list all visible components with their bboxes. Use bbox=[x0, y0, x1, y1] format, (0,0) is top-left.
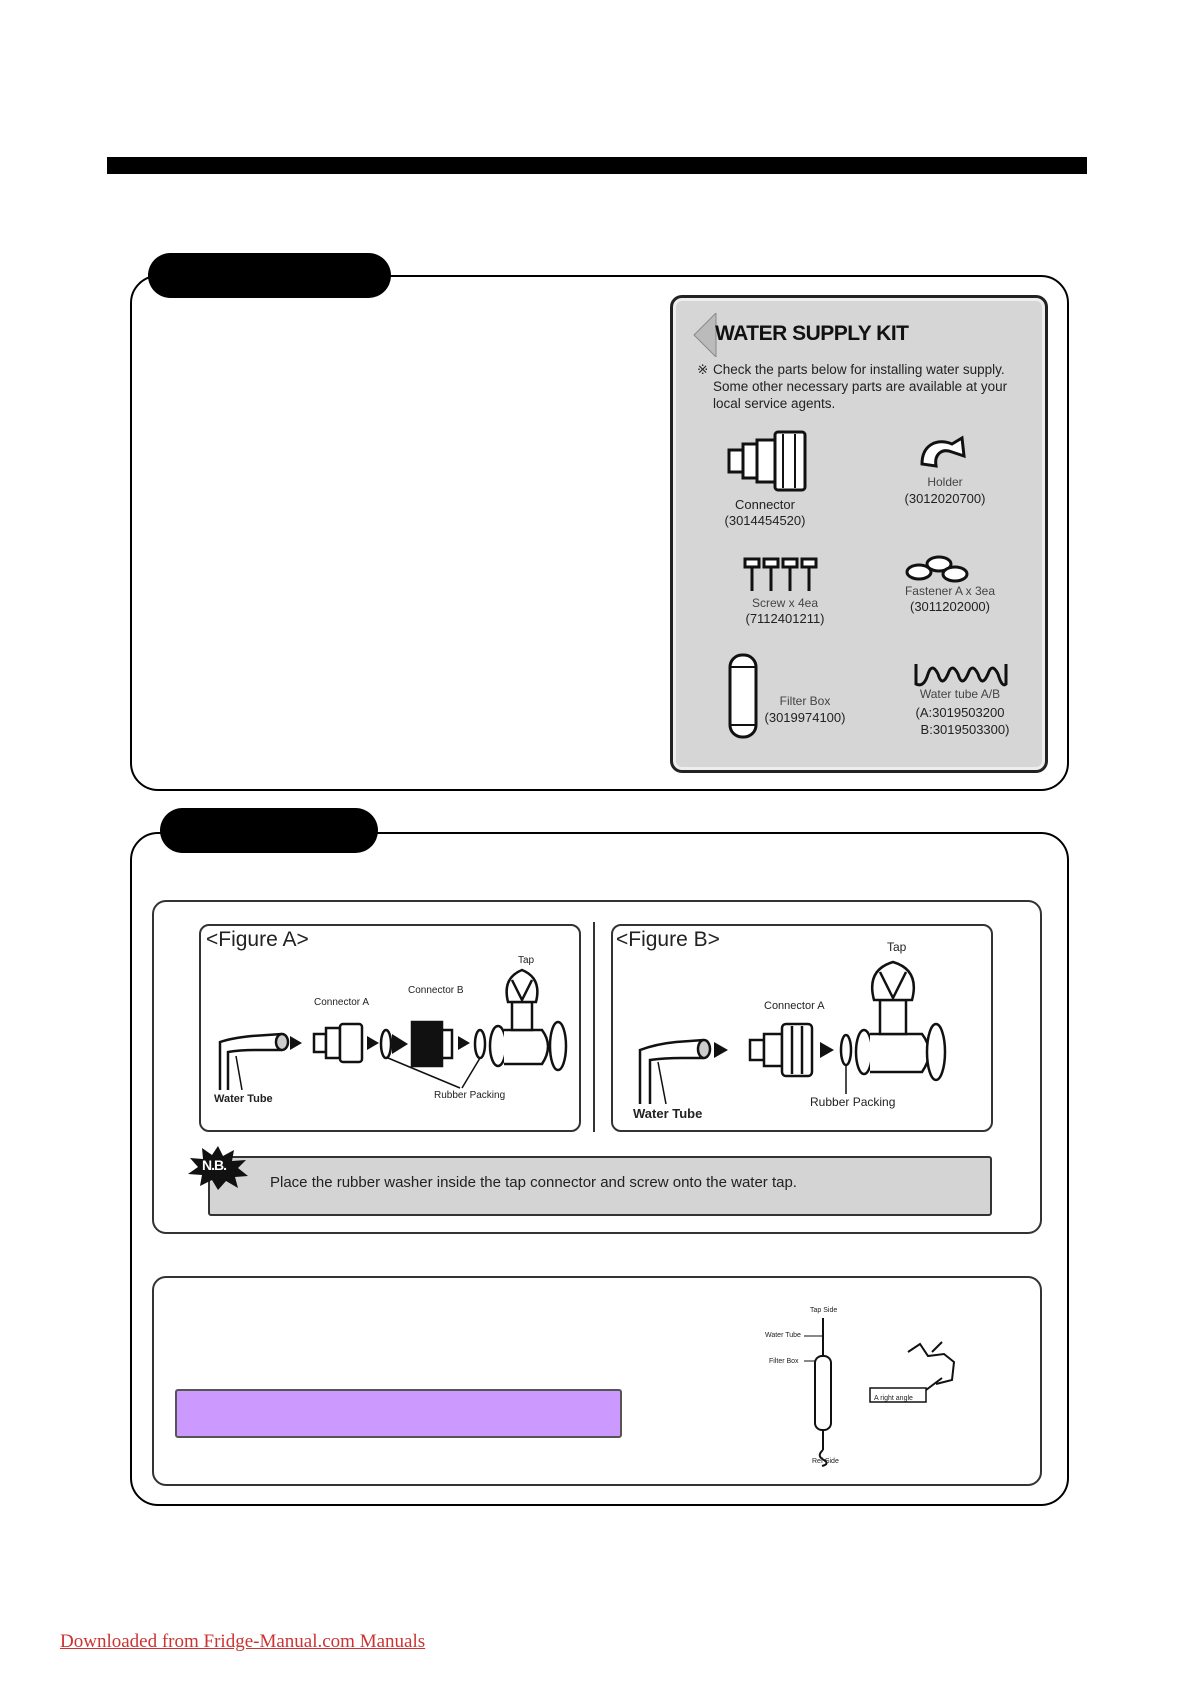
figure-b-tap-label: Tap bbox=[887, 940, 907, 954]
figure-a-water-tube-label: Water Tube bbox=[214, 1093, 273, 1105]
kit-note bbox=[713, 361, 1033, 412]
filter-box-side-label: Filter Box bbox=[769, 1358, 799, 1365]
kit-note-symbol: ※ bbox=[697, 362, 709, 377]
figure-b-diagram bbox=[632, 958, 982, 1104]
kit-note-line: Some other necessary parts are available at your bbox=[713, 379, 1008, 394]
figure-a-rubber-packing-label: Rubber Packing bbox=[434, 1090, 506, 1101]
figure-b-rubber-packing-label: Rubber Packing bbox=[810, 1095, 896, 1109]
ref-side-label: Ref Side bbox=[812, 1458, 839, 1465]
filter-box-code: (3019974100) bbox=[764, 710, 846, 725]
tap-side-label: Tap Side bbox=[810, 1307, 838, 1314]
kit-note-line: Check the parts below for installing water supply. bbox=[713, 362, 1005, 377]
filter-box-label: Filter Box bbox=[779, 694, 831, 708]
nb-badge: N.B. bbox=[202, 1157, 226, 1173]
screw-code: (7112401211) bbox=[745, 611, 825, 626]
right-angle-label: A right angle bbox=[874, 1395, 913, 1402]
kit-note-line: local service agents. bbox=[713, 396, 836, 411]
highlight-bar bbox=[175, 1389, 622, 1438]
figure-a-tap-label: Tap bbox=[518, 955, 535, 966]
connector-icon bbox=[725, 430, 813, 494]
kit-title: WATER SUPPLY KIT bbox=[715, 322, 909, 345]
figure-b-water-tube-label: Water Tube bbox=[633, 1106, 703, 1121]
fastener-label: Fastener A x 3ea bbox=[904, 584, 996, 598]
figure-a-diagram bbox=[212, 960, 570, 1090]
water-tube-code-a: (A:3019503200 bbox=[915, 705, 1005, 720]
screw-icon bbox=[743, 557, 819, 593]
nb-text: Place the rubber washer inside the tap connector and screw onto the water tap. bbox=[270, 1174, 797, 1191]
figure-divider bbox=[593, 922, 595, 1132]
footer-download-link[interactable]: Downloaded from Fridge-Manual.com Manuals bbox=[60, 1631, 426, 1652]
screw-label: Screw x 4ea bbox=[751, 596, 819, 610]
section-parts-tab bbox=[148, 253, 391, 298]
holder-icon bbox=[918, 434, 968, 472]
figure-b-title: <Figure B> bbox=[616, 928, 720, 951]
holder-code: (3012020700) bbox=[904, 491, 986, 506]
figure-a-title: <Figure A> bbox=[206, 928, 309, 951]
water-tube-code-b: B:3019503300) bbox=[920, 722, 1010, 737]
water-tube-label: Water tube A/B bbox=[919, 687, 1001, 701]
holder-label: Holder bbox=[927, 475, 963, 489]
fastener-code: (3011202000) bbox=[910, 599, 990, 614]
water-tube-side-label: Water Tube bbox=[765, 1332, 801, 1339]
connector-label: Connector bbox=[735, 497, 795, 512]
header-rule bbox=[107, 157, 1087, 174]
water-tube-icon bbox=[912, 660, 1010, 688]
section-installation-tab bbox=[160, 808, 378, 853]
figure-a-connector-a-label: Connector A bbox=[314, 997, 370, 1008]
figure-b-connector-a-label: Connector A bbox=[764, 1000, 825, 1012]
kit-title-arrow-icon bbox=[688, 313, 718, 357]
filter-install-diagram bbox=[760, 1300, 980, 1470]
fastener-icon bbox=[905, 548, 971, 584]
connector-code: (3014454520) bbox=[724, 513, 806, 528]
figure-a-connector-b-label: Connector B bbox=[408, 985, 464, 996]
